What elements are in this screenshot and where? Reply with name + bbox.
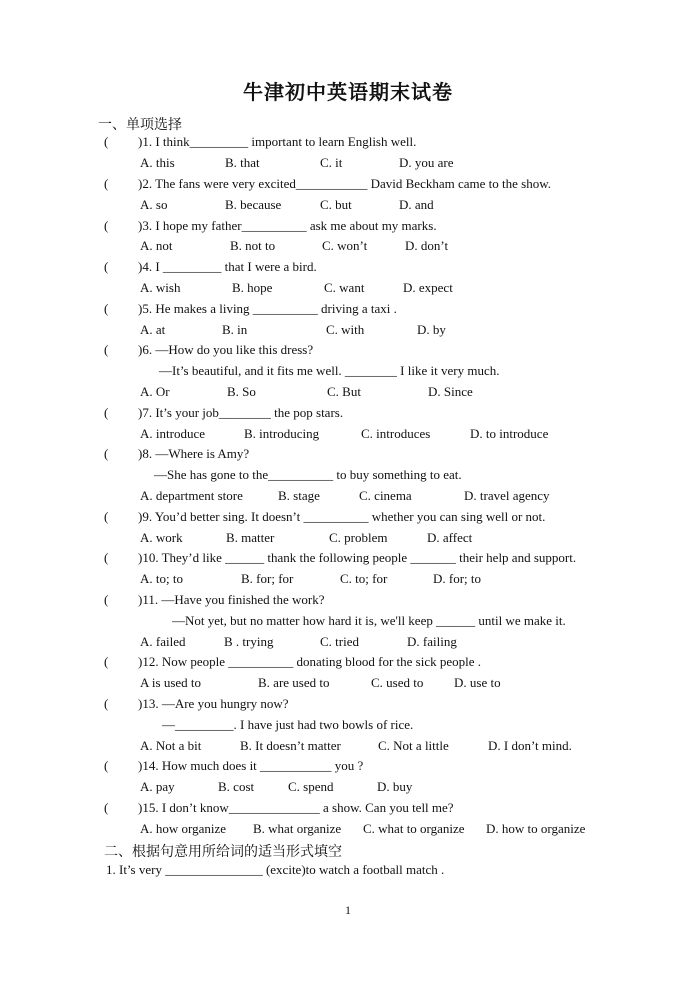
question-stem: )3. I hope my father__________ ask me about my marks. xyxy=(138,218,437,233)
option-a: A. how organize xyxy=(140,821,227,836)
question-5 xyxy=(104,301,397,317)
option-c: C. won’t xyxy=(322,238,368,253)
option-c: C. want xyxy=(324,280,365,295)
options-8 xyxy=(140,488,660,506)
option-b: B. in xyxy=(222,322,248,337)
option-b: B. stage xyxy=(278,488,320,503)
option-c: C. But xyxy=(327,384,361,399)
question-11-reply: —Not yet, but no matter how hard it is, we'll keep ______ until we make it. xyxy=(172,613,566,628)
options-4 xyxy=(140,280,660,298)
question-stem: )15. I don’t know______________ a show. Can you tell me? xyxy=(138,800,454,815)
option-c: C. tried xyxy=(320,634,359,649)
option-d: D. use to xyxy=(454,675,501,690)
option-d: D. how to organize xyxy=(486,821,586,836)
option-b: B. what organize xyxy=(253,821,342,836)
options-3 xyxy=(140,238,660,256)
option-c: C. introduces xyxy=(361,426,431,441)
question-15 xyxy=(104,800,454,816)
options-6 xyxy=(140,384,660,402)
answer-paren[interactable]: ( xyxy=(104,259,109,274)
question-stem: )4. I _________ that I were a bird. xyxy=(138,259,317,274)
question-stem: )13. —Are you hungry now? xyxy=(138,696,289,711)
option-b: B. hope xyxy=(232,280,273,295)
answer-paren[interactable]: ( xyxy=(104,758,109,773)
options-7 xyxy=(140,426,660,444)
question-stem: )7. It’s your job________ the pop stars. xyxy=(138,405,344,420)
option-a: A. introduce xyxy=(140,426,205,441)
option-a: A. work xyxy=(140,530,183,545)
option-a: A. not xyxy=(140,238,173,253)
option-b: B. because xyxy=(225,197,282,212)
options-14 xyxy=(140,779,660,797)
question-2 xyxy=(104,176,551,192)
question-stem: )9. You’d better sing. It doesn’t __________ whether you can sing well or not. xyxy=(138,509,546,524)
option-c: C. used to xyxy=(371,675,424,690)
option-a: A. wish xyxy=(140,280,181,295)
options-15 xyxy=(140,821,660,839)
answer-paren[interactable]: ( xyxy=(104,509,109,524)
option-b: B. that xyxy=(225,155,260,170)
question-stem: )5. He makes a living __________ driving a taxi . xyxy=(138,301,397,316)
answer-paren[interactable]: ( xyxy=(104,446,109,461)
options-5 xyxy=(140,322,660,340)
question-14 xyxy=(104,758,363,774)
question-12 xyxy=(104,654,481,670)
options-11 xyxy=(140,634,660,652)
option-d: D. and xyxy=(399,197,434,212)
option-d: D. affect xyxy=(427,530,473,545)
option-a: A is used to xyxy=(140,675,202,690)
question-6 xyxy=(104,342,313,358)
question-1 xyxy=(104,134,416,150)
option-d: D. don’t xyxy=(405,238,449,253)
option-d: D. for; to xyxy=(433,571,482,586)
options-13 xyxy=(140,738,660,756)
answer-paren[interactable]: ( xyxy=(104,696,109,711)
option-b: B. cost xyxy=(218,779,255,794)
question-3 xyxy=(104,218,437,234)
option-c: C. with xyxy=(326,322,365,337)
question-9 xyxy=(104,509,545,525)
question-6-reply: —It’s beautiful, and it fits me well. ________ I like it very much. xyxy=(159,363,500,378)
question-stem: )1. I think_________ important to learn English well. xyxy=(138,134,417,149)
question-stem: )10. They’d like ______ thank the following people _______ their help and support. xyxy=(138,550,577,565)
option-b: B. It doesn’t matter xyxy=(240,738,341,753)
option-d: D. buy xyxy=(377,779,413,794)
page-number: 1 xyxy=(345,903,351,917)
section-heading-multiple-choice: 一、单项选择 xyxy=(98,118,182,133)
option-c: C. to; for xyxy=(340,571,388,586)
option-c: C. problem xyxy=(329,530,388,545)
option-b: B . trying xyxy=(224,634,274,649)
section-heading-word-forms: 二、根据句意用所给词的适当形式填空 xyxy=(104,845,342,860)
options-1 xyxy=(140,155,660,173)
option-b: B. for; for xyxy=(241,571,294,586)
options-12 xyxy=(140,675,660,693)
option-a: A. pay xyxy=(140,779,175,794)
option-d: D. to introduce xyxy=(470,426,549,441)
page-title: 牛津初中英语期末试卷 xyxy=(243,82,453,104)
answer-paren[interactable]: ( xyxy=(104,654,109,669)
option-d: D. by xyxy=(417,322,446,337)
option-c: C. Not a little xyxy=(378,738,449,753)
answer-paren[interactable]: ( xyxy=(104,176,109,191)
answer-paren[interactable]: ( xyxy=(104,134,109,149)
option-a: A. department store xyxy=(140,488,243,503)
question-stem: )2. The fans were very excited___________ David Beckham came to the show. xyxy=(138,176,551,191)
question-stem: )14. How much does it ___________ you ? xyxy=(138,758,364,773)
option-a: A. so xyxy=(140,197,168,212)
question-8-reply: —She has gone to the__________ to buy something to eat. xyxy=(154,467,462,482)
question-stem: )8. —Where is Amy? xyxy=(138,446,250,461)
options-10 xyxy=(140,571,660,589)
option-b: B. matter xyxy=(226,530,275,545)
answer-paren[interactable]: ( xyxy=(104,342,109,357)
option-a: A. Not a bit xyxy=(140,738,202,753)
option-a: A. at xyxy=(140,322,166,337)
question-4 xyxy=(104,259,317,275)
option-b: B. So xyxy=(227,384,256,399)
answer-paren[interactable]: ( xyxy=(104,218,109,233)
option-c: C. it xyxy=(320,155,343,170)
answer-paren[interactable]: ( xyxy=(104,405,109,420)
option-c: C. cinema xyxy=(359,488,412,503)
question-10 xyxy=(104,550,576,566)
question-stem: )6. —How do you like this dress? xyxy=(138,342,314,357)
question-7 xyxy=(104,405,343,421)
answer-paren[interactable]: ( xyxy=(104,301,109,316)
option-b: B. are used to xyxy=(258,675,330,690)
option-b: B. not to xyxy=(230,238,276,253)
question-stem: )11. —Have you finished the work? xyxy=(138,592,325,607)
options-2 xyxy=(140,197,660,215)
question-8 xyxy=(104,446,249,462)
option-a: A. Or xyxy=(140,384,170,399)
option-d: D. expect xyxy=(403,280,453,295)
option-a: A. this xyxy=(140,155,175,170)
option-b: B. introducing xyxy=(244,426,320,441)
option-c: C. spend xyxy=(288,779,334,794)
options-9 xyxy=(140,530,660,548)
answer-paren[interactable]: ( xyxy=(104,800,109,815)
question-13 xyxy=(104,696,289,712)
fill-question-1: 1. It’s very _______________ (excite)to watch a football match . xyxy=(106,862,445,877)
option-a: A. failed xyxy=(140,634,186,649)
question-stem: )12. Now people __________ donating blood for the sick people . xyxy=(138,654,481,669)
question-13-reply: —_________. I have just had two bowls of rice. xyxy=(162,717,414,732)
answer-paren[interactable]: ( xyxy=(104,550,109,565)
option-d: D. you are xyxy=(399,155,454,170)
option-d: D. failing xyxy=(407,634,457,649)
option-a: A. to; to xyxy=(140,571,183,586)
option-d: D. Since xyxy=(428,384,473,399)
question-11 xyxy=(104,592,325,608)
option-c: C. but xyxy=(320,197,352,212)
option-d: D. travel agency xyxy=(464,488,550,503)
option-d: D. I don’t mind. xyxy=(488,738,572,753)
option-c: C. what to organize xyxy=(363,821,465,836)
answer-paren[interactable]: ( xyxy=(104,592,109,607)
